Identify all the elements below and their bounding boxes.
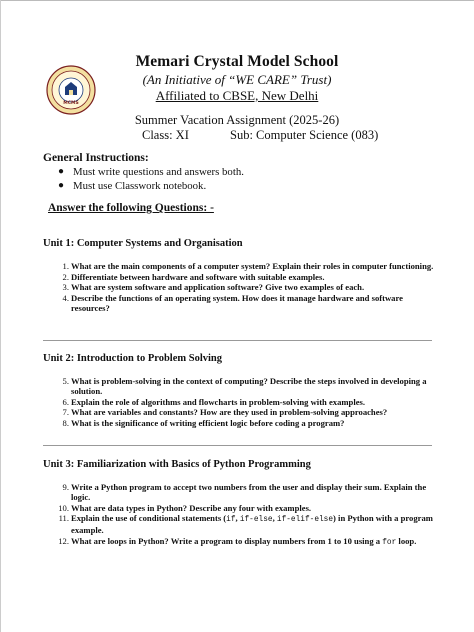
- svg-text:MCMS: MCMS: [63, 101, 79, 106]
- answer-heading: Answer the following Questions: -: [48, 202, 214, 214]
- question-item: 8. What is the significance of writing efficient logic before coding a program?: [62, 417, 345, 428]
- code-snippet: for: [382, 538, 397, 547]
- page-edge-top: [0, 0, 474, 1]
- unit-3-questions: [55, 482, 435, 548]
- class-label: Class: XI: [142, 128, 189, 142]
- instructions-list: [58, 165, 244, 193]
- trust-initiative: (An Initiative of “WE CARE” Trust): [142, 72, 332, 87]
- question-item: 12. What are loops in Python? Write a program to display numbers from 1 to 10 using a for loop.: [58, 535, 417, 547]
- subject-label: Sub: Computer Science (083): [230, 128, 379, 142]
- unit-2-title: Unit 2: Introduction to Problem Solving: [43, 353, 223, 364]
- question-item: 5. What is problem-solving in the context of computing? Describe the steps involved in developing a solution.: [62, 376, 427, 396]
- question-item: 6. Explain the role of algorithms and flowcharts in problem-solving with examples.: [62, 396, 366, 407]
- question-item: 4. Describe the functions of an operating system. How does it manage hardware and software resources?: [62, 292, 403, 313]
- unit-1-title: Unit 1: Computer Systems and Organisation: [43, 238, 243, 249]
- school-name: Memari Crystal Model School: [135, 53, 339, 70]
- section-divider: [43, 340, 432, 341]
- general-instructions-heading: General Instructions:: [43, 152, 149, 164]
- question-item: 7. What are variables and constants? How are they used in problem-solving approaches?: [62, 407, 388, 417]
- question-item: 2. Differentiate between hardware and software with suitable examples.: [62, 271, 325, 282]
- instruction-item: ● Must write questions and answers both.: [58, 166, 244, 178]
- unit-2-questions: [55, 376, 435, 428]
- code-snippet: if-else: [239, 516, 273, 524]
- section-divider: [43, 445, 432, 446]
- question-item: 9. Write a Python program to accept two numbers from the user and display their sum. Explain the logic.: [62, 482, 427, 502]
- question-item: 10. What are data types in Python? Describe any four with examples.: [58, 502, 312, 513]
- question-item: 3. What are system software and application software? Give two examples of each.: [62, 282, 365, 292]
- code-snippet: if: [226, 516, 236, 524]
- unit-3-title: Unit 3: Familiarization with Basics of Python Programming: [43, 459, 311, 470]
- unit-1-questions: [55, 261, 435, 313]
- bullet-icon: ●: [58, 166, 65, 177]
- assignment-title: Summer Vacation Assignment (2025-26): [134, 113, 340, 127]
- code-snippet: if-elif-else: [276, 516, 334, 524]
- question-item: 11. Explain the use of conditional statements (if, if-else, if-elif-else) in Python with a program example.: [58, 513, 433, 535]
- instruction-item: ● Must use Classwork notebook.: [58, 180, 207, 192]
- bullet-icon: ●: [58, 180, 65, 191]
- affiliation-line: Affiliated to CBSE, New Delhi: [155, 88, 319, 103]
- question-item: 1. What are the main components of a computer system? Explain their roles in computer functioning.: [62, 261, 434, 271]
